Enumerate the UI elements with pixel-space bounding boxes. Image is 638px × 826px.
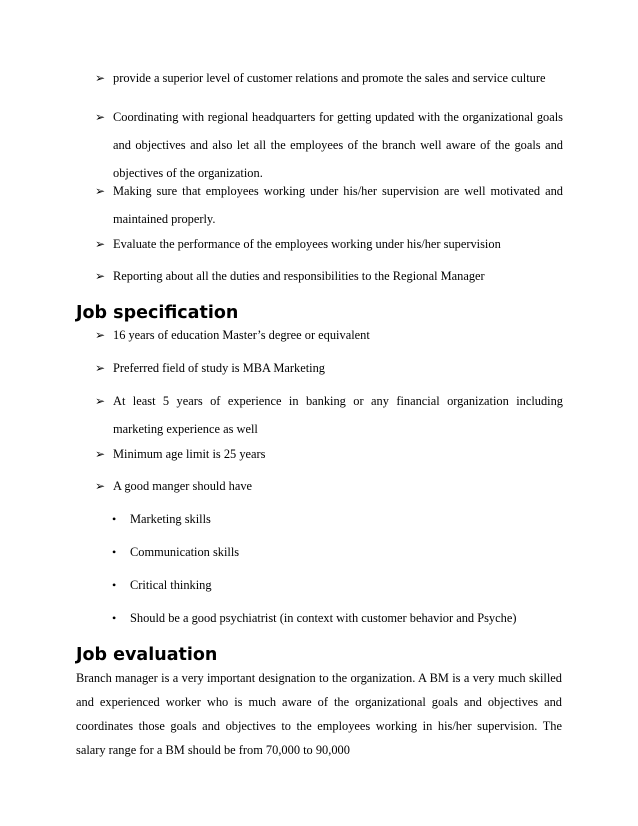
duty-text: Making sure that employees working under his/her supervision are well motivated and maintained properly. xyxy=(113,184,563,226)
arrow-bullet-icon: ➢ xyxy=(95,184,106,198)
duty-item xyxy=(95,177,563,233)
bullet-dot-icon: • xyxy=(112,512,117,526)
job-specification-heading: Job specification xyxy=(76,303,239,323)
arrow-bullet-icon: ➢ xyxy=(95,110,106,124)
bullet-dot-icon: • xyxy=(112,545,117,559)
skill-item xyxy=(112,509,562,529)
duty-text: Coordinating with regional headquarters for getting updated with the organizational goals and objectives and also let all the employees of the branch well aware of the goals and objectives of the organization. xyxy=(113,110,563,180)
spec-text: Preferred field of study is MBA Marketing xyxy=(113,361,325,375)
duty-item xyxy=(95,230,563,258)
duty-text: Reporting about all the duties and responsibilities to the Regional Manager xyxy=(113,269,485,283)
spec-item xyxy=(95,387,563,443)
skill-item xyxy=(112,542,562,562)
arrow-bullet-icon: ➢ xyxy=(95,479,106,493)
duty-text: provide a superior level of customer relations and promote the sales and service culture xyxy=(113,71,546,85)
spec-item xyxy=(95,472,563,500)
spec-item xyxy=(95,440,563,468)
skill-text: Should be a good psychiatrist (in context with customer behavior and Psyche) xyxy=(130,611,517,625)
skill-text: Communication skills xyxy=(130,545,240,559)
spec-text: Minimum age limit is 25 years xyxy=(113,447,266,461)
skill-item xyxy=(112,575,562,595)
duty-item xyxy=(95,262,563,290)
job-evaluation-paragraph: Branch manager is a very important designation to the organization. A BM is a very much skilled and experienced worker who is much aware of the organizational goals and objectives and coordinates those goals and objectives to the employees working in his/her supervision. The salary range for a BM should be from 70,000 to 90,000 xyxy=(76,671,562,757)
spec-text: At least 5 years of experience in banking or any financial organization including marketing experience as well xyxy=(113,394,563,436)
skill-text: Critical thinking xyxy=(130,578,212,592)
bullet-dot-icon: • xyxy=(112,578,117,592)
arrow-bullet-icon: ➢ xyxy=(95,269,106,283)
arrow-bullet-icon: ➢ xyxy=(95,237,106,251)
spec-item xyxy=(95,354,563,382)
job-evaluation-heading: Job evaluation xyxy=(76,645,218,665)
duty-item xyxy=(95,64,563,92)
arrow-bullet-icon: ➢ xyxy=(95,361,106,375)
arrow-bullet-icon: ➢ xyxy=(95,328,106,342)
spec-item xyxy=(95,321,563,349)
skill-text: Marketing skills xyxy=(130,512,211,526)
spec-text: A good manger should have xyxy=(113,479,253,493)
bullet-dot-icon: • xyxy=(112,611,117,625)
arrow-bullet-icon: ➢ xyxy=(95,394,106,408)
spec-text: 16 years of education Master’s degree or equivalent xyxy=(113,328,370,342)
duty-item xyxy=(95,103,563,187)
skill-item xyxy=(112,608,562,628)
arrow-bullet-icon: ➢ xyxy=(95,447,106,461)
duty-text: Evaluate the performance of the employees working under his/her supervision xyxy=(113,237,501,251)
arrow-bullet-icon: ➢ xyxy=(95,71,106,85)
